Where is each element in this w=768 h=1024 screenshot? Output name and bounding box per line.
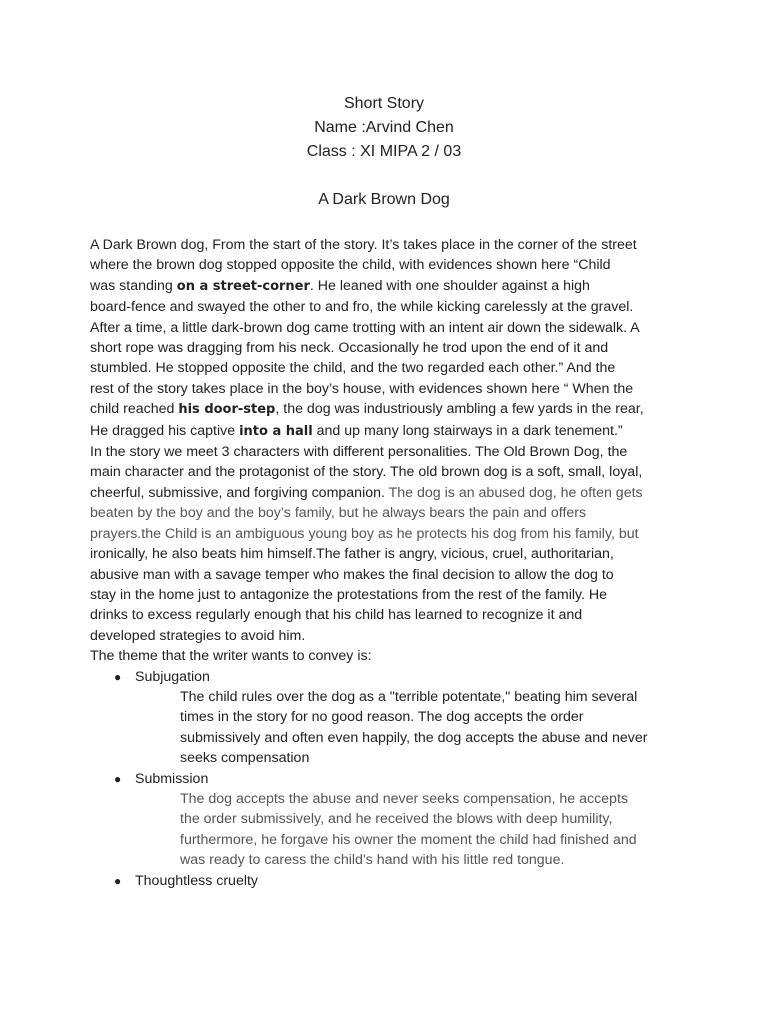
document-body [90, 235, 690, 891]
text-line: where the brown dog stopped opposite the child, with evidences shown here “Child [90, 257, 611, 274]
paragraph-setting [90, 235, 690, 442]
bullet-label: Subjugation [135, 668, 210, 685]
text-line: drinks to excess regularly enough that his child has learned to recognize it and [90, 607, 583, 624]
text-line: board-fence and swayed the other to and fro, the while kicking carelessly at the gravel. [90, 299, 634, 316]
bullet-row [90, 667, 690, 687]
text-line: A Dark Brown dog, From the start of the story. It’s takes place in the corner of the street [90, 237, 637, 253]
text-span: the Child is an ambiguous young boy as he protects his dog from his family, but [141, 525, 639, 542]
text-line [90, 399, 690, 420]
text-line [90, 276, 690, 297]
text-span: . He leaned with one shoulder against a high [309, 277, 590, 294]
bullet-label: Submission [135, 770, 209, 787]
text-line: beaten by the boy and the boy’s family, but he always bears the pain and offers [90, 505, 587, 522]
text-line [90, 524, 690, 544]
author-class: Class : XI MIPA 2 / 03 [306, 143, 462, 160]
list-item [90, 769, 690, 871]
text-span: and up many long stairways in a dark tenement.” [312, 422, 623, 439]
bullet-row [90, 871, 690, 891]
text-span: The dog is an abused dog, he often gets [388, 484, 643, 501]
text-span: , the dog was industriously ambling a few yards in the rear, [275, 401, 644, 418]
text-line: In the story we meet 3 characters with different personalities. The Old Brown Dog, the [90, 444, 628, 461]
document-type: Short Story [343, 95, 425, 112]
bullet-label: Thoughtless cruelty [135, 872, 259, 889]
bullet-text-line: The child rules over the dog as a "terrible potentate," beating him several [180, 688, 638, 705]
text-line: stay in the home just to antagonize the protestations from the rest of the family. He [90, 586, 608, 603]
bullet-icon: ● [114, 669, 122, 684]
bullet-text-line: was ready to caress the child's hand with his little red tongue. [180, 852, 565, 869]
bold-phrase: his door-step [178, 402, 276, 418]
text-line: developed strategies to avoid him. [90, 627, 306, 644]
bold-phrase: into a hall [239, 423, 313, 439]
text-line [90, 421, 690, 442]
text-span: prayers. [90, 525, 142, 542]
list-item [90, 667, 690, 769]
story-title: A Dark Brown Dog [318, 191, 450, 208]
list-item [90, 871, 690, 891]
bullet-row [90, 769, 690, 789]
bullet-text-line: submissively and often even happily, the dog accepts the abuse and never [180, 729, 648, 746]
bullet-text-line: the order submissively, and he received the blows with deep humility, [180, 811, 613, 828]
text-line: After a time, a little dark-brown dog came trotting with an intent air down the sidewalk. A [90, 319, 640, 336]
text-span: child reached [90, 401, 179, 418]
bold-phrase: on a street-corner [176, 278, 310, 294]
bullet-text-line: seeks compensation [180, 750, 310, 767]
text-line: stumbled. He stopped opposite the child, and the two regarded each other.” And the [90, 360, 616, 377]
bullet-icon: ● [114, 771, 122, 786]
text-line: rest of the story takes place in the boy’s house, with evidences shown here “ When the [90, 380, 634, 397]
text-line: abusive man with a savage temper who makes the final decision to allow the dog to [90, 566, 614, 583]
text-span: was standing [90, 277, 177, 294]
bullet-text-line: times in the story for no good reason. The dog accepts the order [180, 709, 584, 726]
bullet-text-line: furthermore, he forgave his owner the moment the child had finished and [180, 831, 637, 848]
text-line: main character and the protagonist of the story. The old brown dog is a soft, small, loyal, [90, 464, 643, 481]
bullet-text-line: The dog accepts the abuse and never seeks compensation, he accepts [180, 790, 628, 807]
bullet-icon: ● [114, 873, 122, 888]
text-span: cheerful, submissive, and forgiving companion. [90, 484, 389, 501]
theme-list [90, 667, 690, 891]
text-line: short rope was dragging from his neck. Occasionally he trod upon the end of it and [90, 340, 609, 357]
author-name: Name :Arvind Chen [314, 119, 454, 136]
document-header [0, 92, 768, 164]
paragraph-characters [90, 442, 690, 646]
text-line [90, 483, 690, 503]
theme-intro: The theme that the writer wants to convey is: [90, 648, 372, 665]
text-span: He dragged his captive [90, 422, 240, 439]
text-line: ironically, he also beats him himself.The father is angry, vicious, cruel, authoritarian, [90, 546, 614, 563]
